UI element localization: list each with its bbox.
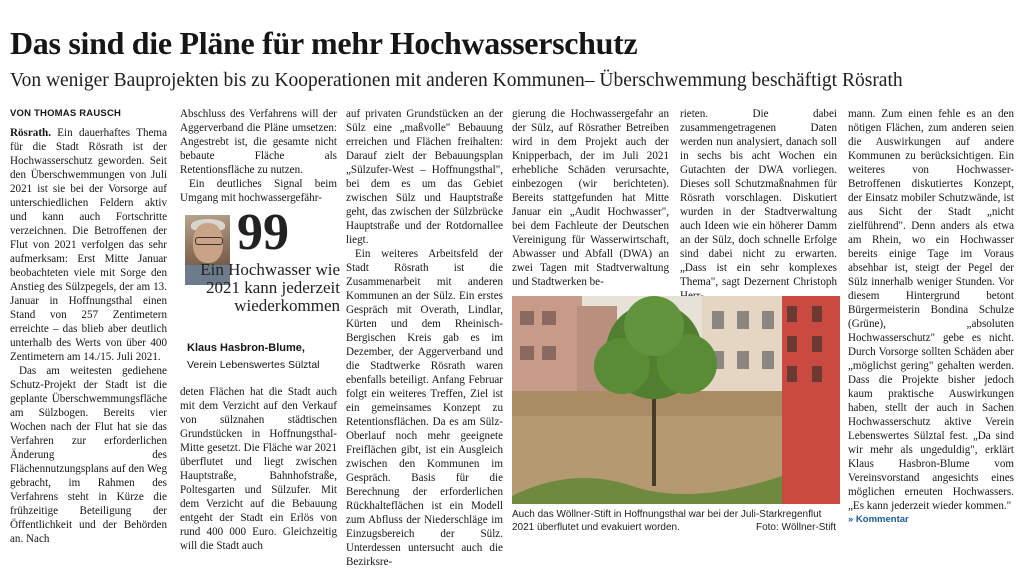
quote-mark-icon: 99	[237, 204, 289, 261]
article-column-4	[512, 107, 669, 289]
photo-caption	[512, 508, 842, 534]
paragraph: mann. Zum einen fehle es an den nötigen Flächen, zum anderen seien die Auswirkungen auf andere Kommunen zu berücksichtigen. Ein weiteres von Hochwasser-Betroffenen diskutiertes Konzept, der Einsatz mobiler Schutzwände, ist aus Sicht der Stadt „nicht zielführend". Denn anders als etwa am Rhein, wo ein Hochwasser bereits einige Tage im Voraus absehbar ist, steigt der Pegel der Sülz innerhalb weniger Stunden. Vor diesem Hintergrund betont Bürgermeisterin Bondina Schulze (Grüne), „absoluten Hochwasserschutz" gebe es nicht. Durch Vorsorge sollten Schäden aber „möglichst gering" gehalten werden. Dass die Projekte bisher jedoch kaum praktische Auswirkungen haben, stellt der auch in Sachen Hochwasserschutz aktive Verein Lebenswertes Sülztal fest. „Da sind wir mehr als ungeduldig", erklärt Klaus Hasbron-Blume vom Vereinsvorstand angesichts eines möglichen erneuten Hochwassers. „Es kann jederzeit wieder kommen."	[848, 108, 1014, 512]
quote-text: Ein Hochwasser wie 2021 kann jederzeit wiederkommen	[200, 260, 340, 315]
paragraph: auf privaten Grundstücken an der Sülz eine „maßvolle" Bebauung erreichen und Flächen freihalten: Darauf zielt der Bebauungsplan „Sülzufer-West – Hoffnungsthal", bei dem es um das Gebiet zwischen Sülz und Hauptstraße geht, das zwischen der Sülzbrücke Hauptstraße und der Rotdornallee liegt.	[346, 108, 503, 246]
author-byline: VON THOMAS RAUSCH	[10, 108, 122, 119]
article-column-1	[10, 107, 167, 546]
paragraph: rieten. Die dabei zusammengetragenen Daten werden nun analysiert, danach soll in sechs bis acht Wochen ein Gutachten der DWA vorliegen. Dieses soll Schutzmaßnahmen für Rösrath vorschlagen. Diskutiert wurden in der Stadtverwaltung auch Ideen wie ein höherer Damm an der Sülz, doch schnelle Erfolge sind dabei nicht zu erwarten. „Dass ist ein sehr komplexes Thema", sagt Dezernent Christoph	[680, 108, 837, 288]
flooded-courtyard-illustration	[512, 296, 840, 504]
dateline: Rösrath.	[10, 127, 51, 139]
article-column-2-top	[180, 107, 337, 205]
article-column-2-bottom	[180, 385, 337, 553]
paragraph: deten Flächen hat die Stadt auch mit dem Verzicht auf den Verkauf von sülznahen städtischen Grundstücken in Hoffnungsthal-Mitte gesetzt. Die Fläche war 2021 überflutet und liegt zwischen Hauptstraße, Bahnhofstraße, Poltesgarten und Sülzufer. Mit dem Verzicht auf die Bebauung entgeht der Stadt ein Erlös von rund 400 000 Euro. Gleichzeitig will die Stadt auch	[180, 386, 337, 552]
article-subheadline: Von weniger Bauprojekten bis zu Kooperationen mit anderen Kommunen– Überschwemmung beschäftigt Rösrath	[10, 70, 903, 91]
article-headline: Das sind die Pläne für mehr Hochwasserschutz	[10, 25, 638, 61]
pull-quote	[185, 203, 340, 381]
paragraph: Rösrath. Ein dauerhaftes Thema für die Stadt Rösrath ist der Hochwasserschutz geworden. Seit den Überschwemmungen von Juli 2021 ist sie bei der Vorsorge auf unterschiedlichen Feldern aktiv und kann auch Fortschritte verzeichnen. Die Betroffenen der Flut von 2021 verfolgen das sehr aufmerksam: Erst Mitte Januar beobachteten viele mit Sorge den Anstieg des Sülzpegels, der am 13. Januar in Hoffnungsthal einen Stand von 257 Zentimetern erreichte – das blieb aber deutlich unterhalb des Werts von über 400 Zentimetern am 14./15. Juli 2021.	[10, 127, 167, 363]
article-column-5	[680, 107, 837, 303]
flood-photo	[512, 296, 840, 504]
paragraph: gierung die Hochwassergefahr an der Sülz, auf Rösrather Betreiben wird in dem Projekt auch der Knipperbach, der im Juli 2021 erhebliche Schäden verursachte, einbezogen (wir berichteten). Bereits stattgefunden hat Mitte Januar ein „Audit Hochwasser", bei dem Fachleute der Deutschen Vereinigung für Wasserwirtschaft, Abwasser und Abfall (DWA) an zwei Tagen mit Stadtverwaltung und Stadtwerken be-	[512, 108, 669, 288]
article-column-6	[848, 107, 1014, 527]
kommentar-link[interactable]: » Kommentar	[848, 514, 909, 525]
paragraph: Ein weiteres Arbeitsfeld der Stadt Rösrath ist die Zusammenarbeit mit anderen Kommunen an der Sülz. Ein erstes Gespräch mit Overath, Lindlar, Kürten und dem Rheinisch-Bergischen Kreis gab es im Dezember, der Aggerverband und die Stadtwerke Rösrath waren ebenfalls beteiligt. Anfang Februar folgt ein weiteres Treffen, Ziel ist ein gemeinsames Konzept zu Retentionsflächen. Da es am Sülz-Oberlauf noch mehr geeignete Freiflächen gibt, ist ein Ausgleich zwischen den Kommunen im Gespräch. Basis für die Berechnung der erforderlichen Rückhalteflächen ist ein Modell zum Abfluss der Niederschläge im Einzugsbereich der Sülz. Unterdessen untersucht auch die Bezirksre-	[346, 248, 503, 568]
quote-author-role: Verein Lebenswertes Sülztal	[187, 359, 320, 371]
paragraph: Das am weitesten gediehene Schutz-Projekt der Stadt ist die geplante Überschwemmungsfläche am Sülzbogen. Bereits vier Wochen nach der Flut hat sie das Verfahren zur erforderlichen Änderung des Flächennutzungsplans auf den Weg gebracht, im Rahmen des Verfahrens steht in Kürze die frühzeitige Beteiligung der Öffentlichkeit und der Behörden an. Nach	[10, 365, 167, 545]
paragraph: Abschluss des Verfahrens will der Aggerverband die Pläne umsetzen: Angestrebt ist, die gesamte nicht bebaute Fläche als Retentionsfläche zu nutzen.	[180, 108, 337, 176]
article-column-3	[346, 107, 503, 569]
photo-credit: Foto: Wöllner-Stift	[755, 522, 836, 533]
photo-caption-text: Auch das Wöllner-Stift in Hoffnungsthal war bei der Juli-Starkregenflut 2021 überflutet und evakuiert worden.	[512, 509, 822, 533]
quote-author: Klaus Hasbron-Blume,	[187, 342, 305, 354]
paragraph: Ein deutliches Signal beim Umgang mit hochwassergefähr-	[180, 178, 337, 204]
